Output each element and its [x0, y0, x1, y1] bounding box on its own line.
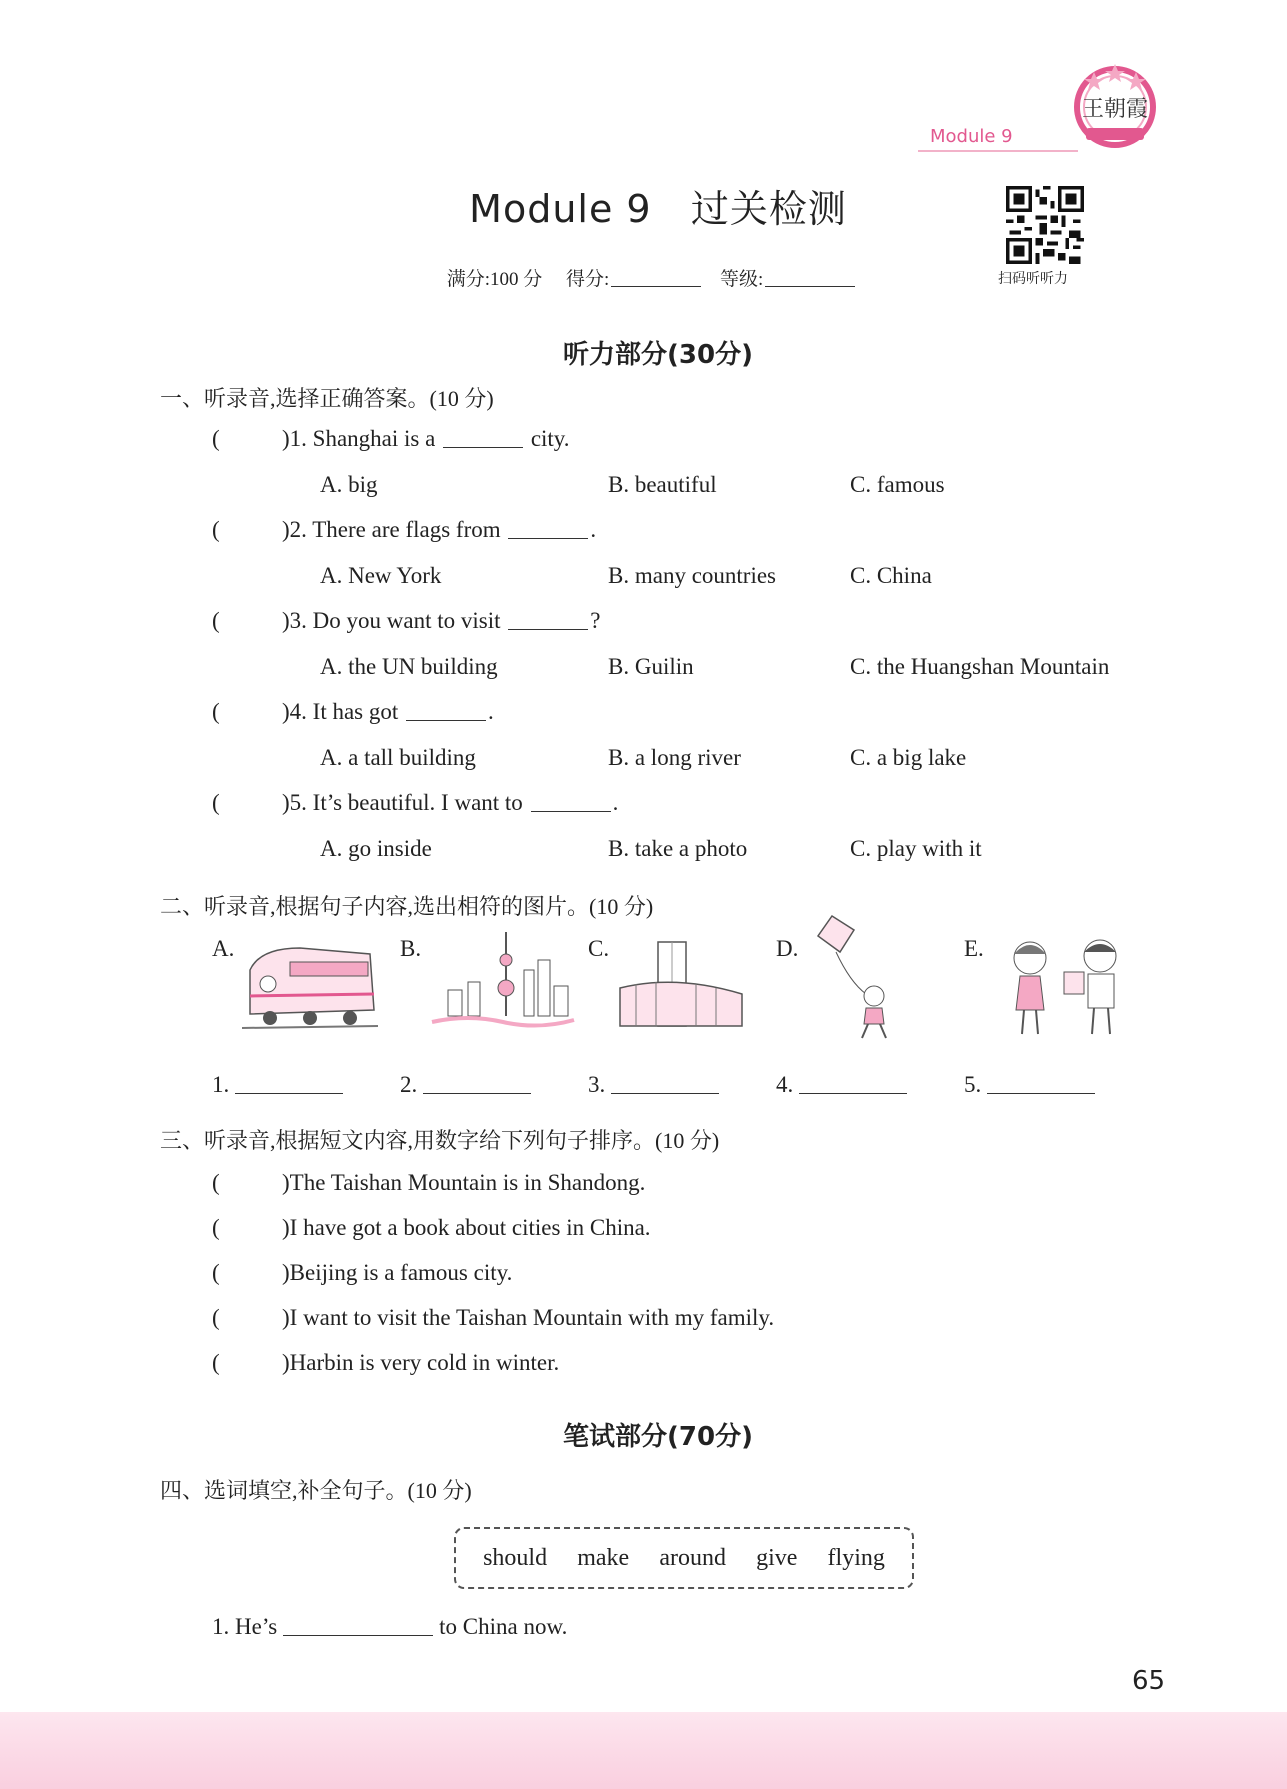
picture-label-c: C.: [588, 936, 610, 961]
order-sentence: ( )I have got a book about cities in China.: [212, 1215, 651, 1240]
order-paren[interactable]: (: [212, 1260, 220, 1285]
word-option: give: [756, 1544, 798, 1571]
module-tag: Module 9: [930, 126, 1013, 147]
writing-heading: 笔试部分(70分): [563, 1422, 753, 1452]
score-blank[interactable]: [611, 268, 701, 287]
question-blank[interactable]: [443, 427, 523, 448]
part2-heading: 二、听录音,根据句子内容,选出相符的图片。(10 分): [160, 894, 654, 919]
question-stem-end: ?: [590, 608, 601, 633]
question-stem-end: .: [488, 699, 494, 724]
badge-text: 王朝霞: [1081, 97, 1149, 122]
option-b: B. a long river: [608, 745, 741, 770]
answer-blank[interactable]: [987, 1073, 1095, 1094]
picture-answer-5: 5.: [964, 1072, 1095, 1098]
question-2: [212, 517, 596, 543]
question-stem: )4. It has got: [282, 699, 399, 724]
score-label: 得分:: [565, 269, 610, 290]
header-rule: [918, 150, 1078, 152]
score-line: [0, 264, 1287, 291]
question-stem: )2. There are flags from: [282, 517, 501, 542]
picture-label-b: B.: [400, 936, 422, 961]
order-sentence: ( )The Taishan Mountain is in Shandong.: [212, 1170, 646, 1195]
page-title: Module 9 过关检测: [469, 187, 847, 231]
answer-blank[interactable]: [235, 1073, 343, 1094]
question-5: [212, 790, 618, 816]
city-skyline-picture: [428, 930, 578, 1034]
word-bank-box: [454, 1527, 914, 1589]
picture-answer-1: 1.: [212, 1072, 343, 1098]
question-stem: )5. It’s beautiful. I want to: [282, 790, 523, 815]
question-3: [212, 608, 600, 634]
answer-paren[interactable]: (: [212, 699, 220, 724]
option-b: B. take a photo: [608, 836, 748, 861]
kite-flying-boy-picture: [810, 912, 910, 1042]
question-4: [212, 699, 494, 725]
word-option: flying: [827, 1544, 885, 1571]
part4-heading: 四、选词填空,补全句子。(10 分): [160, 1478, 472, 1503]
option-c: C. China: [850, 563, 932, 588]
word-option: around: [659, 1544, 726, 1571]
qr-code-icon[interactable]: [1006, 186, 1084, 264]
part1-heading: 一、听录音,选择正确答案。(10 分): [160, 386, 494, 411]
bottom-band: [0, 1712, 1287, 1789]
grade-label: 等级:: [720, 269, 764, 290]
option-a: A. New York: [320, 563, 442, 588]
picture-answer-2: 2.: [400, 1072, 531, 1098]
answer-blank[interactable]: [799, 1073, 907, 1094]
order-paren[interactable]: (: [212, 1170, 220, 1195]
option-b: B. many countries: [608, 563, 776, 588]
picture-label-e: E.: [964, 936, 984, 961]
order-sentence: ( )I want to visit the Taishan Mountain with my family.: [212, 1305, 775, 1330]
option-a: A. go inside: [320, 836, 432, 861]
answer-paren[interactable]: (: [212, 608, 220, 633]
option-c: C. a big lake: [850, 745, 967, 770]
question-stem-end: .: [612, 790, 619, 815]
picture-label-a: A.: [212, 936, 235, 961]
option-b: B. Guilin: [608, 654, 694, 679]
qr-caption: 扫码听听力: [998, 271, 1068, 287]
picture-label-d: D.: [776, 936, 799, 961]
part3-heading: 三、听录音,根据短文内容,用数字给下列句子排序。(10 分): [160, 1128, 720, 1153]
order-sentence: ( )Harbin is very cold in winter.: [212, 1350, 560, 1375]
page-number: 65: [1132, 1666, 1166, 1696]
picture-answer-4: 4.: [776, 1072, 907, 1098]
question-blank[interactable]: [531, 791, 611, 812]
train-picture: [240, 940, 380, 1032]
answer-blank[interactable]: [611, 1073, 719, 1094]
option-a: A. big: [320, 472, 378, 497]
question-stem: )1. Shanghai is a: [282, 426, 436, 451]
question-1: [212, 426, 570, 452]
listening-heading: 听力部分(30分): [563, 340, 753, 370]
un-building-picture: [616, 938, 746, 1030]
order-paren[interactable]: (: [212, 1350, 220, 1375]
option-a: A. a tall building: [320, 745, 476, 770]
answer-paren[interactable]: (: [212, 517, 220, 542]
question-stem: )3. Do you want to visit: [282, 608, 501, 633]
full-score: 满分:100 分: [446, 269, 543, 290]
picture-answer-3: 3.: [588, 1072, 719, 1098]
order-paren[interactable]: (: [212, 1305, 220, 1330]
answer-paren[interactable]: (: [212, 426, 220, 451]
two-children-picture: [1004, 934, 1128, 1042]
option-c: C. the Huangshan Mountain: [850, 654, 1110, 679]
word-option: should: [483, 1544, 548, 1571]
question-stem-end: city.: [530, 426, 570, 451]
order-sentence: ( )Beijing is a famous city.: [212, 1260, 513, 1285]
fill-question-1: 1. He’s to China now.: [212, 1614, 568, 1639]
answer-blank[interactable]: [423, 1073, 531, 1094]
question-blank[interactable]: [406, 700, 486, 721]
question-blank[interactable]: [508, 518, 588, 539]
word-option: make: [577, 1544, 630, 1571]
question-blank[interactable]: [508, 609, 588, 630]
option-b: B. beautiful: [608, 472, 717, 497]
option-c: C. famous: [850, 472, 945, 497]
grade-blank[interactable]: [765, 268, 855, 287]
option-c: C. play with it: [850, 836, 982, 861]
order-paren[interactable]: (: [212, 1215, 220, 1240]
answer-paren[interactable]: (: [212, 790, 220, 815]
fill-blank[interactable]: [283, 1615, 433, 1636]
wangzhaoxia-badge-logo: [1072, 62, 1158, 148]
option-a: A. the UN building: [320, 654, 498, 679]
question-stem-end: .: [590, 517, 597, 542]
